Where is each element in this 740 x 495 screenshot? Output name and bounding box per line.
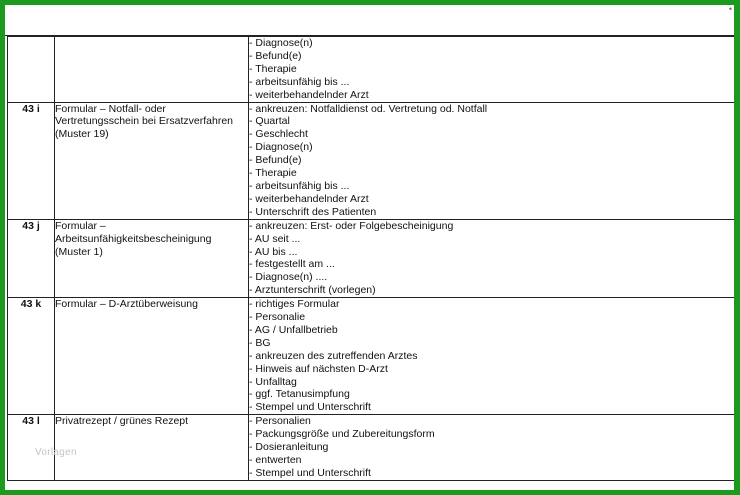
item-description-cell [55,219,249,297]
checklist-item: - AU seit ... [249,232,301,245]
item-number: 43 k [20,298,42,311]
checklist-item: - Befund(e) [249,49,302,62]
table-row [8,102,735,219]
item-description: Formular – D-Arztüberweisung [55,298,198,311]
table-row [8,37,735,103]
checklist-item: - arbeitsunfähig bis ... [249,75,350,88]
checklist-item: - Diagnose(n) .... [249,271,328,284]
checklist-items-cell [249,37,735,103]
item-description-cell [55,102,249,219]
checklist-item: - Geschlecht [249,128,308,141]
table-row [8,298,735,415]
checklist-item: - richtiges Formular [249,298,340,311]
checklist-item: - Hinweis auf nächsten D-Arzt [249,362,388,375]
checklist-item: - BG [249,336,271,349]
item-number: 43 l [22,415,40,428]
checklist-item: - festgestellt am ... [249,258,335,271]
checklist-item: - weiterbehandelnder Arzt [249,192,369,205]
checklist-item: - Unfalltag [249,375,297,388]
checklist-item: - Personalien [249,415,311,428]
checklist-items-cell [249,102,735,219]
watermark-text: Vorlagen [35,447,77,458]
item-description: Formular – Notfall- oder Vertretungsschein bei Ersatzverfahren (Muster 19) [55,102,234,141]
item-description: Privatrezept / grünes Rezept [55,415,189,428]
checklist-items-cell [249,415,735,481]
item-number-cell [8,219,55,297]
checklist-item: - Quartal [249,115,290,128]
checklist-item: - Unterschrift des Patienten [249,205,377,218]
checklist-item: - Therapie [249,167,297,180]
table-row [8,415,735,481]
checklist-item: - ankreuzen des zutreffenden Arztes [249,349,418,362]
checklist-item: - ankreuzen: Erst- oder Folgebescheinigung [249,219,454,232]
checklist-item: - Personalie [249,311,306,324]
checklist-item: - ggf. Tetanusimpfung [249,388,350,401]
item-description: Formular – Arbeitsunfähigkeitsbescheinigung (Muster 1) [55,219,212,258]
checklist-item: - Stempel und Unterschrift [249,466,371,479]
checklist-items-cell [249,298,735,415]
table-body [8,37,735,481]
checklist-item: - Befund(e) [249,154,302,167]
item-description-cell [55,298,249,415]
item-number-cell [8,102,55,219]
item-description-cell [55,37,249,103]
corner-mark: • [728,5,732,14]
checklist-item: - Diagnose(n) [249,141,313,154]
checklist-item: - Arztunterschrift (vorlegen) [249,284,376,297]
checklist-item: - ankreuzen: Notfalldienst od. Vertretung od. Notfall [249,102,488,115]
item-number-cell [8,37,55,103]
checklist-item: - entwerten [249,454,302,466]
item-number: 43 i [22,102,40,115]
page-header-band [5,5,734,36]
checklist-item: - Packungsgröße und Zubereitungsform [249,428,435,441]
item-number-cell [8,298,55,415]
checklist-item: - AG / Unfallbetrieb [249,323,338,336]
checklist-item: - Diagnose(n) [249,37,313,49]
checklist-items-cell [249,219,735,297]
checklist-item: - Therapie [249,62,297,75]
document-page [5,5,734,490]
checklist-item: - weiterbehandelnder Arzt [249,88,369,101]
item-description-cell [55,415,249,481]
table-row [8,219,735,297]
checklist-item: - arbeitsunfähig bis ... [249,179,350,192]
item-number: 43 j [22,219,40,232]
checklist-item: - Dosieranleitung [249,441,329,454]
checklist-item: - AU bis ... [249,245,298,258]
checklist-item: - Stempel und Unterschrift [249,401,371,414]
checklist-table [7,36,734,481]
